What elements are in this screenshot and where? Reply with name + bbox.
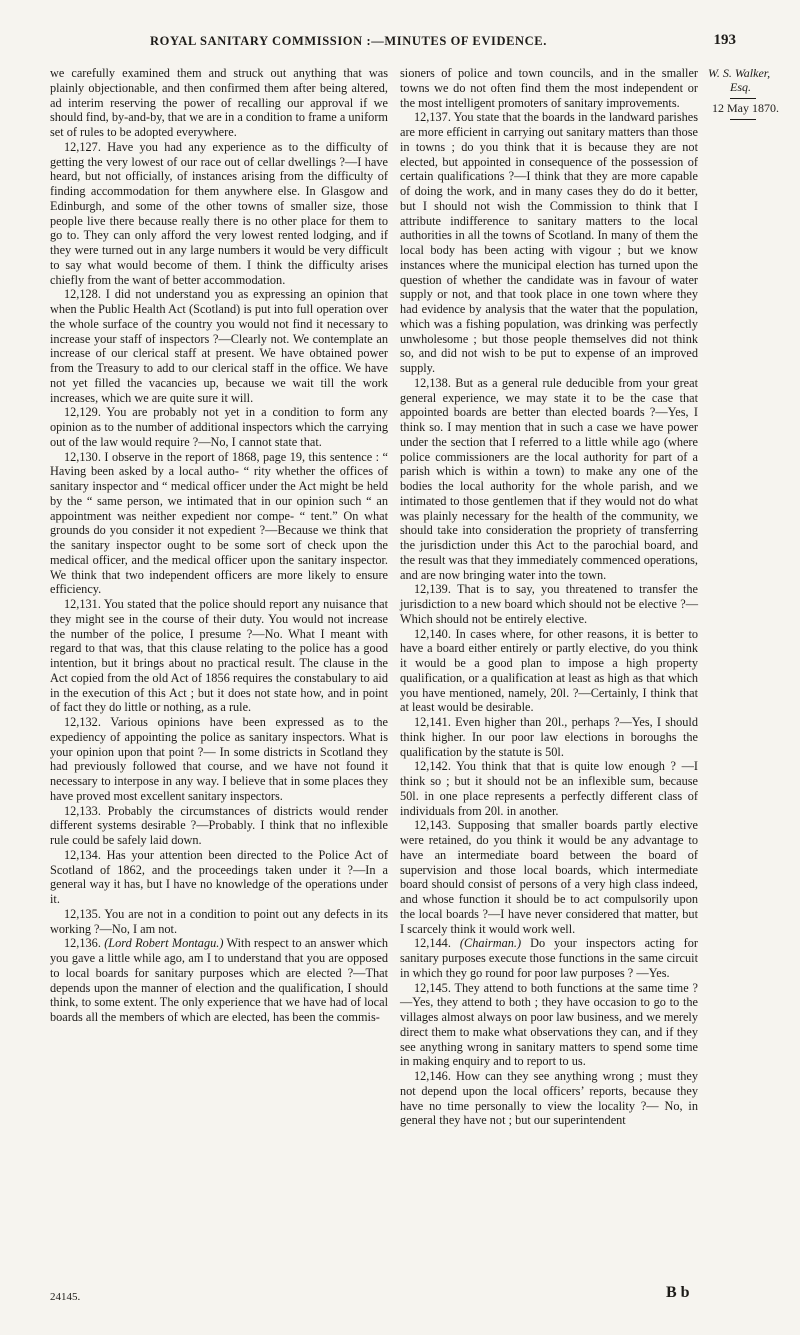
paragraph-text: Supposing that smaller boards partly elective were retained, do you think it would be any advantage to have an intermediate board between the board of supervision and those local boards, which intermediate board should consist of persons of a very high class indeed, and whose function it should be to act compulsorily upon the local boards ?—I have never considered that matter, but I scarcely think it would work well. [400, 818, 698, 936]
speaker-label: (Chairman.) [459, 936, 522, 951]
evidence-paragraph [50, 936, 388, 1025]
paragraph-text: sioners of police and town councils, and in the smaller towns we do not often find them the most independent or the most intelligent promoters of sanitary improvements. [400, 66, 698, 110]
question-number: 12,128. [64, 287, 101, 302]
witness-suffix: Esq. [730, 80, 751, 94]
question-number: 12,137. [414, 110, 451, 125]
evidence-paragraph [400, 627, 698, 716]
right-column [400, 66, 698, 1128]
sidenote-rule [730, 98, 756, 99]
question-number: 12,129. [64, 405, 101, 420]
evidence-paragraph [50, 140, 388, 288]
running-header: ROYAL SANITARY COMMISSION :—MINUTES OF EVIDENCE. [150, 34, 547, 48]
evidence-paragraph [50, 287, 388, 405]
question-number: 12,142. [414, 759, 451, 774]
evidence-paragraph [50, 66, 388, 140]
paragraph-text: You are not in a condition to point out any defects in its working ?—No, I am not. [50, 906, 388, 936]
paragraph-text: You state that the boards in the landward parishes are more efficient in carrying out sanitary matters than those in towns ; do you think that it is because they are not elected, but appointed in consequence of the possession of certain qualifications ?—I think that they are more capable of doing the work, and in many cases they do do it better, but I should not wish the Commission to think that I attribute indifference to sanitary matters to the local authorities in all the towns of Scotland. In many of them the local body has been acting with vigour ; but we know instances where the municipal election has turned upon the question of whether the candidate was in favour of water supply or not, and that took place in one town where they had evidence by analysis that the water that the population, which was a fishing population, was drinking was perfectly unwholesome ; but those people themselves did not think so, and did not wish to be put to expense of an improved supply. [400, 110, 698, 375]
evidence-paragraph [400, 66, 698, 110]
print-reference: 24145. [50, 1291, 81, 1303]
evidence-paragraph [50, 450, 388, 598]
evidence-paragraph [400, 376, 698, 583]
question-number: 12,135. [64, 906, 101, 921]
paragraph-text: I observe in the report of 1868, page 19, this sentence : “ Having been asked by a local autho- “ rity whether the offices of sanitary inspector and “ medical officer under the Act might be held by the “ same person, we intimated that in our opinion such “ an appointment was neither expedient nor compe- “ tent.” On what grounds do you consider it not expedient ?—Because we think that the sanitary inspector ought to be some sort of check upon the medical officer, and the medical officer upon the sanitary inspector. We think that two independent officers are more likely to ensure efficiency. [50, 449, 388, 597]
left-column [50, 66, 388, 1025]
question-number: 12,136. [64, 936, 101, 951]
paragraph-text: You stated that the police should report any nuisance that they might see in the course of their duty. You would not increase the number of the police, I presume ?—No. What I meant with regard to that was, that this clause relating to the police has a good intention, but it brings about no practical result. The clause in the Act copied from the old Act of 1856 requires the constabulary to aid in the execution of this Act ; but it does not state how, and in point of fact they do little or nothing, as a rule. [50, 597, 388, 715]
evidence-paragraph [50, 405, 388, 449]
question-number: 12,130. [64, 449, 101, 464]
evidence-date: 12 May 1870. [712, 101, 779, 115]
question-number: 12,132. [64, 715, 101, 729]
evidence-paragraph [400, 981, 698, 1070]
paragraph-text: Even higher than 20l., perhaps ?—Yes, I should think higher. In our poor law elections in boroughs the qualification by the statute is 50l. [400, 715, 699, 759]
paragraph-text: Have you had any experience as to the difficulty of getting the very lowest of our race out of cellar dwellings ?—I have heard, but not officially, of instances arising from the difficulty of finding accommodation for them anywhere else. In Glasgow and Edinburgh, and some of the other towns of smaller size, those people live there because really there is no other place for them to go to. They can only afford the very lowest rented lodging, and if they were turned out in any large numbers it would be very difficult to say what would become of them. I think the difficulty arises chiefly from the want of better accommodation. [50, 139, 388, 287]
question-number: 12,144. [414, 936, 451, 951]
evidence-paragraph [400, 1069, 698, 1128]
question-number: 12,127. [64, 139, 101, 154]
question-number: 12,145. [414, 980, 451, 995]
paragraph-text: Various opinions have been expressed as to the expediency of appointing the police as sanitary inspectors. What is your opinion upon that point ?— In some districts in Scotland they had previously followed that course, and we have not found it necessary to interpose in any way. I believe that in some places they have proved most excellent sanitary inspectors. [50, 715, 388, 803]
signature-mark: B b [666, 1284, 690, 1301]
paragraph-text: Probably the circumstances of districts would render different systems desirable ?—Probably. I think that no inflexible rule could be safely laid down. [50, 803, 388, 847]
question-number: 12,146. [414, 1069, 451, 1083]
question-number: 12,134. [64, 847, 101, 862]
paragraph-text: But as a general rule deducible from your great general experience, we may state it to be the case that appointed boards are better than elected boards ?—Yes, I think so. I may mention that in such a case we have power under the section that I referred to a little while ago (where police commissioners are the local authority for part of a parish which is within a town) to make any one of the bodies the local authority for the whole parish, and we intimated to those gentlemen that if they would not do what was plainly necessary for the health of the community, we should take into consideration the propriety of transferring the jurisdiction under this Act to the parochial board, and the result was that they immediately commenced operations, and are now bringing water into the town. [400, 375, 698, 582]
evidence-paragraph [50, 848, 388, 907]
question-number: 12,131. [64, 597, 101, 611]
page-number: 193 [713, 32, 736, 48]
paragraph-text: Has your attention been directed to the Police Act of Scotland of 1862, and the proceedings taken under it ?—In a general way it has, but I have no knowledge of the operations under it. [50, 847, 388, 906]
paragraph-text: How can they see anything wrong ; must they not depend upon the local officers’ reports, because they have no time personally to view the locality ?— No, in general they have not ; but our superintendent [400, 1069, 698, 1128]
paragraph-text: You are probably not yet in a condition to form any opinion as to the number of additional inspectors which the carrying out of the law would require ?—No, I cannot state that. [50, 405, 388, 449]
evidence-paragraph [50, 907, 388, 937]
evidence-paragraph [400, 582, 698, 626]
paragraph-text: we carefully examined them and struck out anything that was plainly objectionable, and then confirmed them after being altered, ad interim reserving the power of recalling our approval if we should find, by-and-by, that we are in a condition to frame a uniform set of rules to be adopted everywhere. [50, 66, 388, 139]
evidence-paragraph [400, 110, 698, 376]
witness-sidenote [708, 66, 788, 120]
question-number: 12,143. [414, 818, 451, 833]
paragraph-text: You think that that is quite low enough ? —I think so ; but it should not be an inflexible sum, because 50l. in one place represents a perfectly different class of individuals from 20l. in another. [400, 759, 698, 818]
question-number: 12,140. [414, 626, 451, 641]
paragraph-text: I did not understand you as expressing an opinion that when the Public Health Act (Scotland) is put into full operation over the whole surface of the country you would not find it necessary to increase your staff of inspectors ?—Clearly not. We contemplate an increase of our clerical staff at present. We have obtained power from the Treasury to add to our clerical staff in the office. We have not yet filled the vacancies up, because we wait till the work increases, which we are quite sure it will. [50, 287, 388, 405]
witness-name: W. S. Walker, [708, 66, 771, 80]
paragraph-text: In cases where, for other reasons, it is better to have a board either entirely or partly elective, do you think it would be a good plan to impose a high property qualification, or a qualification at least as high as that which you have mentioned, namely, 20l. ?—Certainly, I think that at least would be desirable. [400, 626, 699, 715]
speaker-label: (Lord Robert Montagu.) [104, 936, 224, 951]
evidence-paragraph [50, 597, 388, 715]
sidenote-rule [730, 119, 756, 120]
evidence-paragraph [400, 936, 698, 980]
evidence-paragraph [50, 804, 388, 848]
evidence-paragraph [400, 715, 698, 759]
question-number: 12,133. [64, 803, 101, 818]
question-number: 12,141. [414, 715, 451, 729]
evidence-paragraph [400, 759, 698, 818]
question-number: 12,139. [414, 582, 451, 597]
paragraph-text: With respect to an answer which you gave a little while ago, am I to understand that you are opposed to local boards for sanitary purposes which are elected ?—That depends upon the manner of election and the qualification, I should think, to some extent. The only experience that we have had of local boards all the members of which are elected, has been the commis- [50, 936, 389, 1024]
paragraph-text: Do your inspectors acting for sanitary purposes execute those functions in the same circuit in which they go round for poor law purposes ? —Yes. [400, 936, 699, 980]
paragraph-text: That is to say, you threatened to transfer the jurisdiction to a new board which should not be elective ?—Which should not be entirely elective. [400, 582, 698, 626]
evidence-paragraph [400, 818, 698, 936]
paragraph-text: They attend to both functions at the same time ?—Yes, they attend to both ; they have occasion to go to the villages almost always on poor law business, and we merely direct them to make what observations they can, and if they see anything wrong in sanitary matters to spend some time in making enquiry and to report to us. [400, 980, 698, 1069]
question-number: 12,138. [414, 375, 451, 390]
evidence-paragraph [50, 715, 388, 804]
